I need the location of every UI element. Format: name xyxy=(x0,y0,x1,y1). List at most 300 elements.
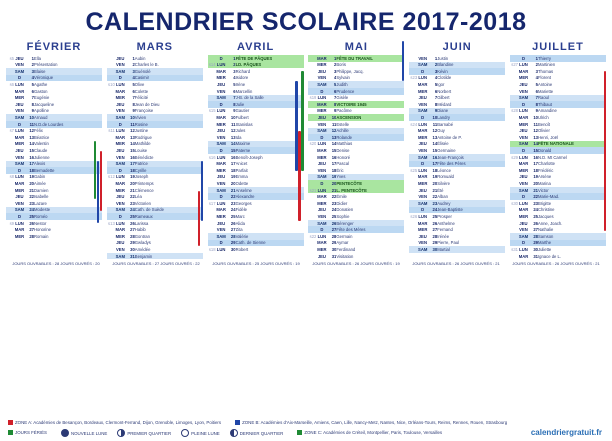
day-wk xyxy=(208,55,216,62)
day-row[interactable] xyxy=(308,101,404,108)
day-dow: LUN xyxy=(15,220,24,226)
day-wk xyxy=(107,101,115,108)
day-dow: LUN xyxy=(15,174,24,180)
day-row[interactable] xyxy=(208,121,304,128)
day-row[interactable] xyxy=(6,200,102,207)
day-row[interactable] xyxy=(208,246,304,253)
day-row[interactable] xyxy=(308,187,404,194)
day-saint: FÊTE DU TRAVAIL xyxy=(336,55,404,62)
day-dow: LUN xyxy=(115,82,125,88)
day-row[interactable] xyxy=(510,174,606,181)
day-row[interactable] xyxy=(308,246,404,253)
day-row[interactable] xyxy=(409,174,505,181)
day-saint: Casimir xyxy=(135,75,203,82)
day-row[interactable] xyxy=(409,180,505,187)
day-row[interactable] xyxy=(208,193,304,200)
day-num: 17 xyxy=(25,161,34,168)
day-row[interactable] xyxy=(409,121,505,128)
day-row[interactable] xyxy=(409,161,505,168)
day-row[interactable] xyxy=(308,193,404,200)
day-row[interactable] xyxy=(107,226,203,233)
day-row[interactable] xyxy=(308,88,404,95)
day-row[interactable] xyxy=(107,161,203,168)
day-saint: Odette xyxy=(235,180,249,186)
day-row[interactable] xyxy=(208,134,304,141)
day-saint: Anselme xyxy=(236,187,304,194)
day-num: 16 xyxy=(29,154,34,160)
day-num: 5 xyxy=(132,82,135,88)
day-num: 13 xyxy=(130,134,135,140)
day-row[interactable] xyxy=(107,154,203,161)
day-wk xyxy=(308,108,316,115)
day-row[interactable] xyxy=(107,128,203,135)
day-row[interactable] xyxy=(6,207,102,214)
day-row[interactable] xyxy=(6,128,102,135)
day-num: 23 xyxy=(331,200,337,206)
day-row[interactable] xyxy=(6,174,102,181)
day-row[interactable] xyxy=(409,187,505,194)
day-saint: Olivier xyxy=(537,128,550,134)
day-row[interactable] xyxy=(409,134,505,141)
day-row[interactable] xyxy=(6,180,102,187)
day-row[interactable] xyxy=(107,240,203,247)
day-dow: MAR xyxy=(317,148,327,153)
day-num: 4 xyxy=(434,75,438,81)
day-row[interactable] xyxy=(6,154,102,161)
day-dow: D xyxy=(216,55,227,62)
day-num: 4 xyxy=(25,75,34,82)
day-saint: Honorine xyxy=(34,227,51,233)
day-row[interactable] xyxy=(308,233,404,240)
day-row[interactable] xyxy=(6,134,102,141)
day-row[interactable] xyxy=(6,233,102,240)
day-row[interactable] xyxy=(308,220,404,227)
day-dow: VEN xyxy=(216,180,226,186)
day-row[interactable] xyxy=(208,95,304,102)
day-row[interactable] xyxy=(107,180,203,187)
day-dow: SAM xyxy=(115,207,125,213)
day-wk xyxy=(308,101,316,108)
month-title: JUIN xyxy=(442,41,472,53)
day-row[interactable] xyxy=(308,147,404,154)
day-row[interactable] xyxy=(409,240,505,247)
day-dow: SAM xyxy=(216,233,226,239)
day-row[interactable] xyxy=(510,81,606,88)
day-row[interactable] xyxy=(208,75,304,82)
day-row[interactable] xyxy=(409,193,505,200)
day-row[interactable] xyxy=(208,167,304,174)
day-saint: Patrice xyxy=(135,161,203,168)
day-row[interactable] xyxy=(308,226,404,233)
day-row[interactable] xyxy=(6,167,102,174)
day-row[interactable] xyxy=(510,193,606,200)
day-num: 11 xyxy=(331,121,337,127)
day-row[interactable] xyxy=(107,108,203,115)
day-row[interactable] xyxy=(510,62,606,69)
day-row[interactable] xyxy=(510,220,606,227)
day-dow: MER xyxy=(418,180,428,186)
day-saint: Habib xyxy=(134,227,146,233)
day-row[interactable] xyxy=(510,213,606,220)
day-wk xyxy=(107,253,115,260)
day-row[interactable] xyxy=(308,141,404,148)
day-row[interactable] xyxy=(510,101,606,108)
day-row[interactable] xyxy=(6,141,102,148)
day-row[interactable] xyxy=(107,200,203,207)
day-row[interactable] xyxy=(308,154,404,161)
day-dow: JEU xyxy=(116,240,125,246)
day-row[interactable] xyxy=(510,240,606,247)
day-num: 23 xyxy=(428,200,437,207)
day-row[interactable] xyxy=(208,180,304,187)
day-saint: Amédée xyxy=(134,246,151,252)
day-row[interactable] xyxy=(208,147,304,154)
day-row[interactable] xyxy=(107,187,203,194)
day-wk xyxy=(510,207,518,214)
day-wk xyxy=(409,134,417,141)
day-num: 31 xyxy=(331,253,337,259)
day-num: 26 xyxy=(533,220,538,226)
day-row[interactable] xyxy=(208,68,304,75)
day-saint: Benoît-Joseph xyxy=(235,154,263,160)
day-dow: D xyxy=(14,75,25,82)
day-row[interactable] xyxy=(208,108,304,115)
day-row[interactable] xyxy=(208,174,304,181)
day-row[interactable] xyxy=(6,114,102,121)
day-num: 20 xyxy=(533,180,538,186)
day-row[interactable] xyxy=(510,75,606,82)
day-row[interactable] xyxy=(308,81,404,88)
day-row[interactable] xyxy=(208,200,304,207)
day-row[interactable] xyxy=(510,55,606,62)
day-row[interactable] xyxy=(308,207,404,214)
day-row[interactable] xyxy=(6,81,102,88)
day-dow: VEN xyxy=(519,180,528,186)
day-row[interactable] xyxy=(308,180,404,187)
day-row[interactable] xyxy=(510,154,606,161)
day-row[interactable] xyxy=(308,174,404,181)
day-dow: JEU xyxy=(519,220,528,226)
day-row[interactable] xyxy=(107,220,203,227)
day-saint: Rodrigue xyxy=(134,134,152,140)
day-row[interactable] xyxy=(6,68,102,75)
day-row[interactable] xyxy=(510,226,606,233)
day-row[interactable] xyxy=(409,95,505,102)
day-row[interactable] xyxy=(510,253,606,260)
day-num: 13 xyxy=(432,134,438,140)
day-row[interactable] xyxy=(107,233,203,240)
day-row[interactable] xyxy=(510,246,606,253)
day-row[interactable] xyxy=(208,233,304,240)
day-row[interactable] xyxy=(6,147,102,154)
day-saint: Damien xyxy=(34,187,49,193)
day-row[interactable] xyxy=(308,167,404,174)
day-wk: s28 xyxy=(511,108,518,114)
day-num: 21 xyxy=(432,187,438,193)
zone-b-swatch-icon xyxy=(235,420,240,425)
day-saint: Samson xyxy=(538,233,606,240)
day-row[interactable] xyxy=(6,161,102,168)
day-row[interactable] xyxy=(308,68,404,75)
day-wk: s20 xyxy=(309,141,317,147)
day-row[interactable] xyxy=(409,114,505,121)
day-wk xyxy=(107,161,115,168)
day-row[interactable] xyxy=(409,246,505,253)
day-row[interactable] xyxy=(107,62,203,69)
day-wk xyxy=(208,101,216,108)
day-row[interactable] xyxy=(510,68,606,75)
day-row[interactable] xyxy=(510,187,606,194)
day-num: 13 xyxy=(327,134,336,141)
day-row[interactable] xyxy=(107,174,203,181)
day-num: 27 xyxy=(533,227,538,233)
day-row[interactable] xyxy=(208,240,304,247)
day-row[interactable] xyxy=(208,128,304,135)
day-row[interactable] xyxy=(409,128,505,135)
day-row[interactable] xyxy=(308,128,404,135)
day-saint: Gisèle xyxy=(336,95,349,101)
day-row[interactable] xyxy=(107,147,203,154)
day-row[interactable] xyxy=(510,233,606,240)
day-wk: s9 xyxy=(9,220,14,226)
day-row[interactable] xyxy=(308,200,404,207)
day-row[interactable] xyxy=(409,213,505,220)
day-row[interactable] xyxy=(308,114,404,121)
day-row[interactable] xyxy=(510,161,606,168)
day-dow: MER xyxy=(317,200,327,206)
day-row[interactable] xyxy=(308,95,404,102)
day-row[interactable] xyxy=(107,207,203,214)
day-row[interactable] xyxy=(208,101,304,108)
day-row[interactable] xyxy=(510,108,606,115)
day-num: 25 xyxy=(331,213,337,219)
day-row[interactable] xyxy=(6,55,102,62)
day-row[interactable] xyxy=(510,141,606,148)
day-wk xyxy=(510,226,518,233)
day-saint: Silvère xyxy=(437,180,450,186)
day-wk xyxy=(409,207,417,214)
day-row[interactable] xyxy=(409,233,505,240)
day-row[interactable] xyxy=(6,75,102,82)
day-row[interactable] xyxy=(409,226,505,233)
day-row[interactable] xyxy=(107,121,203,128)
day-dow: JEU xyxy=(15,148,24,153)
day-row[interactable] xyxy=(107,88,203,95)
day-saint: Jean-François xyxy=(437,154,505,161)
day-row[interactable] xyxy=(308,121,404,128)
day-row[interactable] xyxy=(308,62,404,69)
day-row[interactable] xyxy=(208,207,304,214)
day-num: 9 xyxy=(132,108,135,114)
day-row[interactable] xyxy=(6,193,102,200)
day-row[interactable] xyxy=(6,226,102,233)
day-row[interactable] xyxy=(107,81,203,88)
day-row[interactable] xyxy=(510,88,606,95)
day-row[interactable] xyxy=(107,68,203,75)
day-row[interactable] xyxy=(107,193,203,200)
day-row[interactable] xyxy=(510,207,606,214)
day-row[interactable] xyxy=(208,141,304,148)
day-row[interactable] xyxy=(308,75,404,82)
day-num: 15 xyxy=(227,147,236,154)
day-row[interactable] xyxy=(510,114,606,121)
day-row[interactable] xyxy=(308,55,404,62)
day-dow: D xyxy=(216,101,227,108)
day-num: 11 xyxy=(432,121,438,127)
day-row[interactable] xyxy=(208,55,304,62)
day-row[interactable] xyxy=(6,95,102,102)
day-saint: Clémence xyxy=(134,187,154,193)
day-dow: MAR xyxy=(216,161,226,167)
day-dow: SAM xyxy=(317,174,327,180)
day-row[interactable] xyxy=(409,62,505,69)
day-row[interactable] xyxy=(107,167,203,174)
day-row[interactable] xyxy=(308,240,404,247)
day-saint: Alexandre xyxy=(236,193,304,200)
day-dow: D xyxy=(316,88,327,95)
day-saint: Romuald xyxy=(437,174,454,180)
day-row[interactable] xyxy=(409,75,505,82)
day-row[interactable] xyxy=(6,220,102,227)
day-row[interactable] xyxy=(308,108,404,115)
day-row[interactable] xyxy=(6,213,102,220)
day-row[interactable] xyxy=(107,246,203,253)
day-row[interactable] xyxy=(409,141,505,148)
day-wk xyxy=(510,55,518,62)
day-row[interactable] xyxy=(409,154,505,161)
day-row[interactable] xyxy=(107,114,203,121)
day-row[interactable] xyxy=(208,187,304,194)
legend-zones xyxy=(8,420,604,425)
day-dow: MER xyxy=(317,108,327,114)
day-row[interactable] xyxy=(107,95,203,102)
day-row[interactable] xyxy=(409,167,505,174)
day-row[interactable] xyxy=(6,62,102,69)
day-wk xyxy=(308,88,316,95)
day-row[interactable] xyxy=(107,55,203,62)
day-wk xyxy=(6,101,14,108)
day-wk xyxy=(6,154,14,161)
day-saint: Nathalie xyxy=(537,227,554,233)
day-row[interactable] xyxy=(208,220,304,227)
day-row[interactable] xyxy=(409,88,505,95)
day-row[interactable] xyxy=(208,161,304,168)
day-row[interactable] xyxy=(409,55,505,62)
day-row[interactable] xyxy=(510,128,606,135)
day-row[interactable] xyxy=(409,220,505,227)
day-row[interactable] xyxy=(409,200,505,207)
day-row[interactable] xyxy=(107,141,203,148)
day-row[interactable] xyxy=(107,101,203,108)
day-row[interactable] xyxy=(308,213,404,220)
day-num: 16 xyxy=(428,154,437,161)
day-num: 25 xyxy=(230,213,236,219)
day-row[interactable] xyxy=(409,81,505,88)
day-saint: Donatien xyxy=(336,207,354,213)
day-row[interactable] xyxy=(510,147,606,154)
day-num: 23 xyxy=(230,200,236,206)
day-saint: Marcellin xyxy=(235,88,253,94)
day-wk xyxy=(308,128,316,135)
day-row[interactable] xyxy=(510,121,606,128)
day-row[interactable] xyxy=(409,108,505,115)
day-row[interactable] xyxy=(107,213,203,220)
day-dow: JEU xyxy=(217,220,226,226)
website-link[interactable]: calendriergratuit.fr xyxy=(530,428,602,437)
day-num: 10 xyxy=(428,114,437,121)
month-mai xyxy=(308,41,404,259)
day-wk xyxy=(510,240,518,247)
day-row[interactable] xyxy=(6,187,102,194)
day-row[interactable] xyxy=(208,154,304,161)
day-num: 10 xyxy=(327,114,336,121)
day-wk xyxy=(409,95,417,102)
day-row[interactable] xyxy=(510,180,606,187)
day-row[interactable] xyxy=(409,68,505,75)
day-row[interactable] xyxy=(510,167,606,174)
day-row[interactable] xyxy=(6,101,102,108)
day-num: 25 xyxy=(432,213,438,219)
day-wk xyxy=(510,167,518,174)
moon-last xyxy=(230,429,284,437)
day-row[interactable] xyxy=(409,207,505,214)
day-row[interactable] xyxy=(208,62,304,69)
day-row[interactable] xyxy=(208,88,304,95)
working-days-row xyxy=(0,259,612,266)
working-days-label: JOURS OUVRABLES : 28 JOURS OUVRÉS : 20 xyxy=(12,261,100,267)
day-row[interactable] xyxy=(208,81,304,88)
day-row[interactable] xyxy=(208,114,304,121)
day-row[interactable] xyxy=(308,161,404,168)
day-row[interactable] xyxy=(308,134,404,141)
day-row[interactable] xyxy=(409,101,505,108)
day-wk xyxy=(308,174,316,181)
day-row[interactable] xyxy=(6,108,102,115)
day-row[interactable] xyxy=(6,88,102,95)
day-row[interactable] xyxy=(107,253,203,260)
day-saint: Germain xyxy=(336,233,353,239)
day-saint: Jules xyxy=(235,128,246,134)
day-dow: LUN xyxy=(15,82,24,88)
day-row[interactable] xyxy=(107,75,203,82)
day-row[interactable] xyxy=(510,95,606,102)
day-num: 17 xyxy=(428,161,437,168)
day-dow: LUN xyxy=(418,213,427,219)
day-num: 30 xyxy=(428,246,437,253)
day-saint: Alban xyxy=(437,194,448,200)
day-saint: Audrey xyxy=(437,200,505,207)
holidays-swatch-icon xyxy=(8,430,13,435)
day-row[interactable] xyxy=(510,134,606,141)
day-dow: SAM xyxy=(317,82,327,88)
day-wk xyxy=(208,95,216,102)
day-row[interactable] xyxy=(107,134,203,141)
day-row[interactable] xyxy=(308,253,404,260)
day-dow: D xyxy=(417,207,428,214)
day-dow: VEN xyxy=(317,167,327,173)
day-row[interactable] xyxy=(409,147,505,154)
day-row[interactable] xyxy=(510,200,606,207)
day-wk xyxy=(308,200,316,207)
day-saint: Gabin xyxy=(34,174,46,180)
day-row[interactable] xyxy=(6,121,102,128)
day-row[interactable] xyxy=(208,226,304,233)
day-saint: Cyrille xyxy=(135,167,203,174)
day-wk xyxy=(409,55,417,62)
day-row[interactable] xyxy=(208,213,304,220)
day-num: 22 xyxy=(529,193,538,200)
day-wk xyxy=(6,68,14,75)
